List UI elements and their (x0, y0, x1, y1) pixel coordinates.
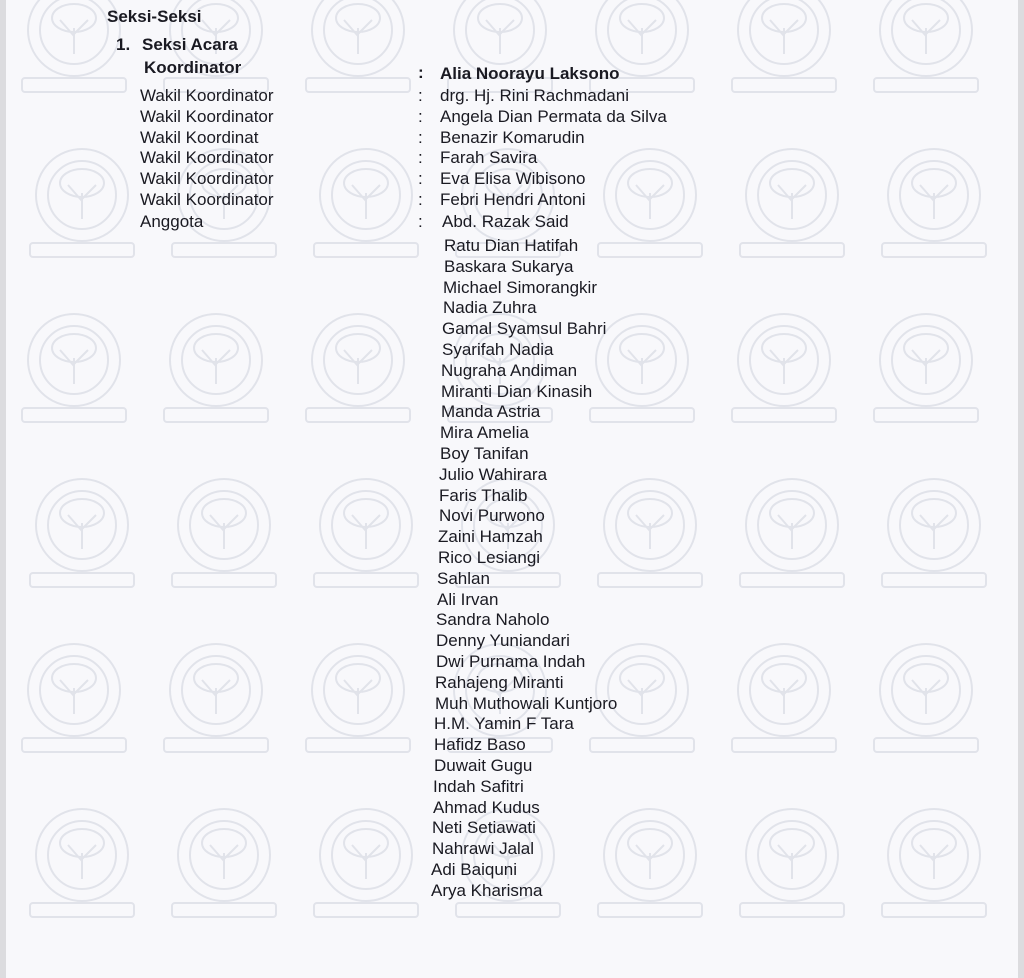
member-name: Sahlan (437, 568, 490, 588)
member-name: Nahrawi Jalal (432, 839, 535, 859)
document-content (6, 0, 1018, 978)
member-name: Gamal Syamsul Bahri (442, 319, 607, 339)
member-name: Novi Purwono (439, 506, 545, 526)
member-name: Rahajeng Miranti (435, 672, 564, 692)
role-label: Wakil Koordinator (140, 190, 274, 209)
member-name: Adi Baiquni (431, 860, 518, 879)
member-name: Rico Lesiangi (438, 548, 541, 567)
member-name: Faris Thalib (439, 485, 528, 505)
member-name: Denny Yuniandari (436, 631, 570, 651)
role-label: Wakil Koordinator (140, 169, 274, 188)
person-name: Angela Dian Permata da Silva (440, 107, 667, 126)
member-name: Miranti Dian Kinasih (441, 381, 593, 401)
member-name: Mira Amelia (440, 423, 529, 443)
member-name: H.M. Yamin F Tara (434, 714, 574, 734)
person-name: Febri Hendri Antoni (440, 190, 586, 209)
role-label: Anggota (140, 212, 204, 231)
member-name: Ahmad Kudus (433, 797, 540, 817)
member-name: Muh Muthowali Kuntjoro (435, 693, 618, 713)
member-name: Arya Kharisma (431, 880, 543, 900)
role-separator: : (418, 128, 423, 147)
member-name: Sandra Naholo (436, 610, 550, 630)
role-row (6, 212, 1018, 234)
role-separator: : (418, 148, 423, 167)
member-name: Baskara Sukarya (444, 256, 574, 276)
section-title: Seksi Acara (142, 35, 238, 54)
member-name: Dwi Purnama Indah (436, 652, 586, 671)
role-separator: : (418, 107, 423, 126)
role-row (6, 128, 1018, 150)
role-label: Wakil Koordinator (140, 107, 274, 126)
person-name: Farah Savira (440, 148, 538, 167)
person-name: Benazir Komarudin (440, 128, 585, 147)
role-separator: : (418, 190, 423, 209)
role-row (6, 107, 1018, 129)
member-name: Michael Simorangkir (443, 277, 597, 297)
member-name: Hafidz Baso (434, 735, 526, 755)
role-row (6, 190, 1018, 212)
member-name: Manda Astria (441, 402, 541, 422)
person-name: drg. Hj. Rini Rachmadani (440, 86, 629, 105)
role-row (6, 58, 1018, 85)
person-name: Abd. Razak Said (442, 212, 569, 231)
section-heading: Seksi-Seksi (107, 7, 202, 26)
role-row (6, 169, 1018, 191)
member-name: Boy Tanifan (440, 444, 529, 463)
role-label: Wakil Koordinator (140, 86, 274, 105)
person-name: Alia Noorayu Laksono (440, 64, 620, 83)
role-row (6, 86, 1018, 108)
role-label: Koordinator (144, 58, 242, 77)
role-label: Wakil Koordinat (140, 128, 259, 147)
person-name: Eva Elisa Wibisono (440, 169, 586, 188)
role-separator: : (418, 63, 424, 82)
role-separator: : (418, 86, 423, 105)
role-row (6, 148, 1018, 170)
member-name: Ali Irvan (437, 589, 499, 609)
member-name: Nugraha Andiman (441, 360, 578, 380)
member-name: Indah Safitri (433, 776, 524, 796)
role-label: Wakil Koordinator (140, 148, 274, 167)
member-name: Zaini Hamzah (438, 527, 543, 547)
member-name: Nadia Zuhra (443, 298, 537, 318)
member-name: Neti Setiawati (432, 818, 536, 838)
member-name: Duwait Gugu (434, 756, 533, 775)
document-page (6, 0, 1018, 978)
member-name: Syarifah Nadia (442, 340, 554, 359)
member-name: Ratu Dian Hatifah (444, 236, 579, 255)
section-number: 1. (116, 35, 131, 54)
member-name: Julio Wahirara (439, 464, 548, 484)
role-separator: : (418, 212, 423, 231)
role-separator: : (418, 169, 423, 188)
